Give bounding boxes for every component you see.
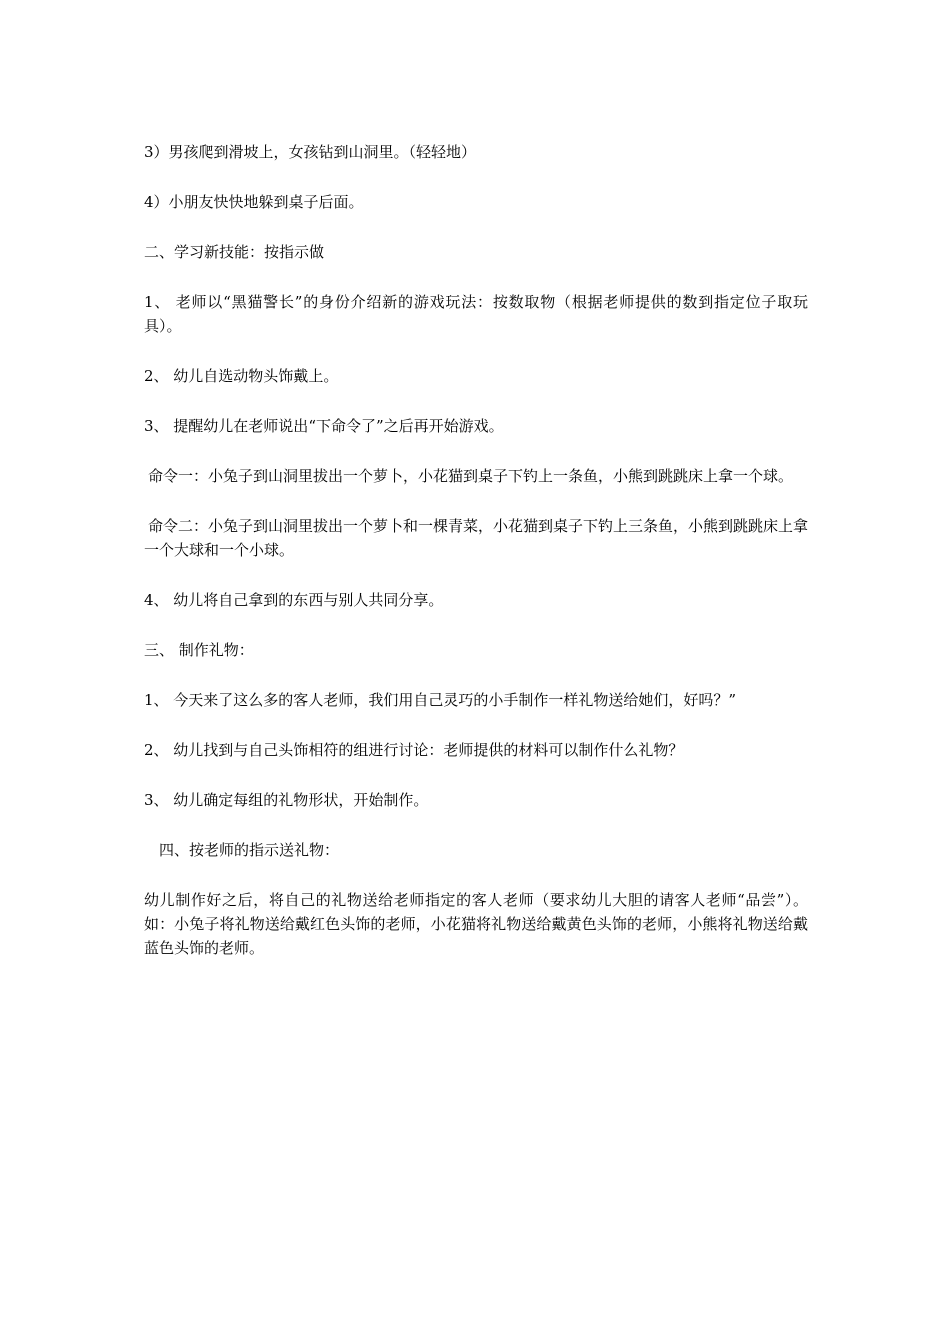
paragraph-closing: 幼儿制作好之后，将自己的礼物送给老师指定的客人老师（要求幼儿大胆的请客人老师“品尝”）。如：小兔子将礼物送给戴红色头饰的老师，小花猫将礼物送给戴黄色头饰的老师，小熊将礼物送给戴蓝色头饰的老师。 (144, 891, 808, 957)
paragraph-gift-1: 1、 今天来了这么多的客人老师，我们用自己灵巧的小手制作一样礼物送给她们，好吗？” (144, 691, 736, 709)
paragraph-step-3: 3）男孩爬到滑坡上，女孩钻到山洞里。（轻轻地） (144, 143, 477, 161)
document-body (144, 140, 808, 986)
section-heading-2: 二、学习新技能：按指示做 (144, 243, 325, 261)
paragraph-item-1: 1、 老师以“黑猫警长”的身份介绍新的游戏玩法：按数取物（根据老师提供的数到指定位子取玩具）。 (144, 293, 808, 335)
paragraph-gift-3: 3、 幼儿确定每组的礼物形状，开始制作。 (144, 791, 429, 809)
paragraph-item-2: 2、 幼儿自选动物头饰戴上。 (144, 367, 339, 385)
paragraph-command-1: 命令一：小兔子到山洞里拔出一个萝卜，小花猫到桌子下钓上一条鱼，小熊到跳跳床上拿一个球。 (148, 467, 794, 485)
section-heading-4: 四、按老师的指示送礼物： (159, 841, 340, 859)
paragraph-gift-2: 2、 幼儿找到与自己头饰相符的组进行讨论：老师提供的材料可以制作什么礼物？ (144, 741, 684, 759)
paragraph-command-2: 命令二：小兔子到山洞里拔出一个萝卜和一棵青菜，小花猫到桌子下钓上三条鱼，小熊到跳跳床上拿一个大球和一个小球。 (144, 517, 809, 559)
paragraph-item-3: 3、 提醒幼儿在老师说出“下命令了”之后再开始游戏。 (144, 417, 504, 435)
section-heading-3: 三、 制作礼物： (144, 641, 254, 659)
paragraph-step-4: 4）小朋友快快地躲到桌子后面。 (144, 193, 364, 211)
paragraph-item-4: 4、 幼儿将自己拿到的东西与别人共同分享。 (144, 591, 444, 609)
